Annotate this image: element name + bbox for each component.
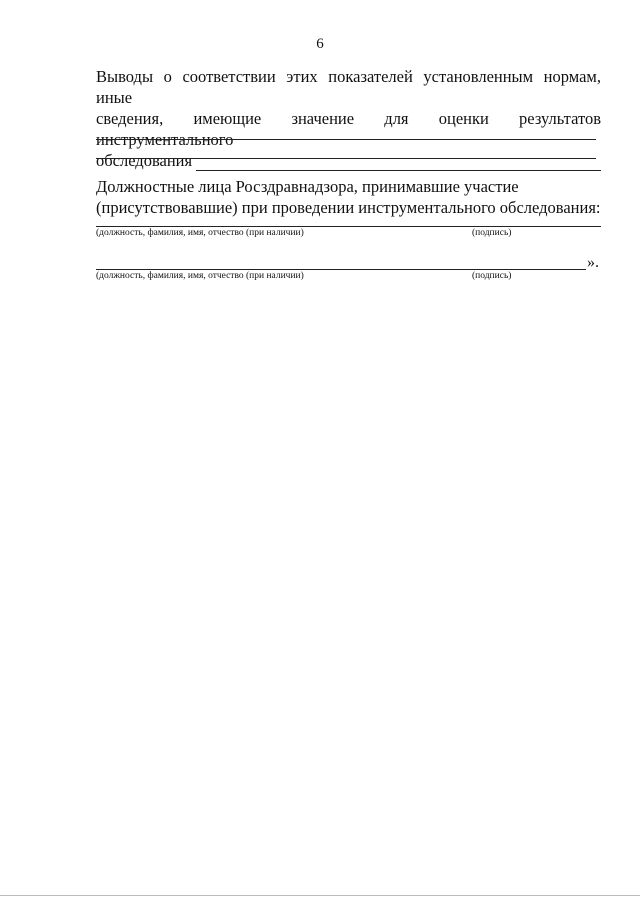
signature-1-signature-caption: (подпись): [472, 228, 512, 238]
officials-line-1: Должностные лица Росздравнадзора, принимавшие участие: [96, 177, 519, 196]
conclusions-line-2: сведения, имеющие значение для оценки результатов инструментального: [96, 109, 601, 149]
closing-quote-mark: ».: [587, 254, 599, 271]
scan-bottom-edge: [0, 895, 640, 896]
conclusions-blank-line-1[interactable]: [96, 139, 596, 140]
conclusions-paragraph: [96, 66, 601, 171]
officials-paragraph: [96, 176, 601, 218]
signature-2-signature-caption: (подпись): [472, 271, 512, 281]
conclusions-line-3-text: обследования: [96, 151, 193, 170]
signature-1-name-caption: (должность, фамилия, имя, отчество (при наличии): [96, 228, 304, 238]
signature-line-1[interactable]: [96, 226, 601, 227]
conclusions-line-1: Выводы о соответствии этих показателей установленным нормам, иные: [96, 67, 601, 107]
conclusions-line-3: [96, 150, 601, 171]
officials-line-2: (присутствовавшие) при проведении инструментального обследования:: [96, 198, 601, 217]
page-number: 6: [316, 36, 324, 52]
signature-line-2[interactable]: [96, 269, 586, 270]
signature-2-name-caption: (должность, фамилия, имя, отчество (при наличии): [96, 271, 304, 281]
conclusions-blank-line-2[interactable]: [96, 158, 596, 159]
